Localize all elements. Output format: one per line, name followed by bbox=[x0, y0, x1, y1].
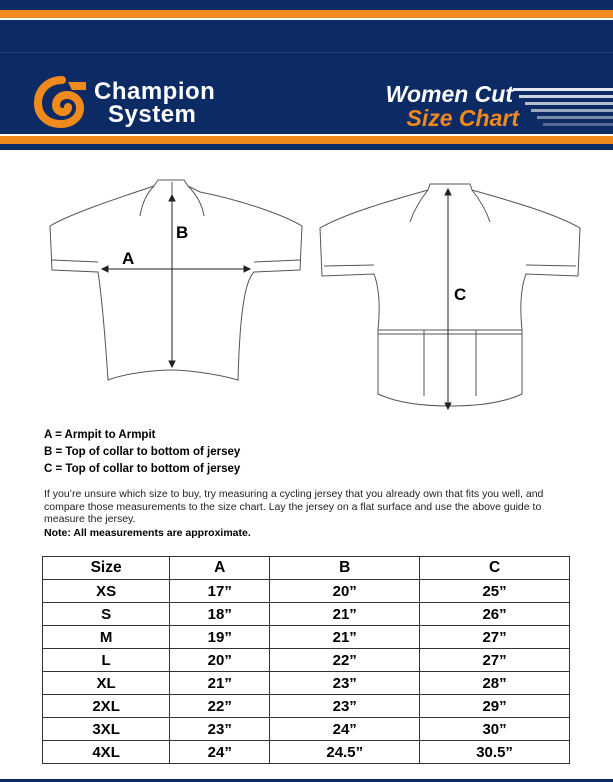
table-header-row bbox=[43, 557, 570, 580]
header-a: A bbox=[170, 557, 270, 580]
page-title bbox=[385, 81, 519, 131]
label-b: B bbox=[176, 223, 189, 242]
header-divider-line bbox=[0, 52, 613, 53]
table-row bbox=[43, 718, 570, 741]
front-jersey-outline bbox=[50, 180, 302, 380]
cell-size: L bbox=[43, 649, 170, 672]
speed-lines-decoration bbox=[513, 86, 613, 132]
label-a: A bbox=[122, 249, 135, 268]
cell-b: 24.5” bbox=[270, 741, 420, 764]
table-row bbox=[43, 672, 570, 695]
title-line-2: Size Chart bbox=[406, 105, 519, 131]
table-row bbox=[43, 580, 570, 603]
cell-a: 23” bbox=[170, 718, 270, 741]
cell-a: 20” bbox=[170, 649, 270, 672]
cell-c: 30.5” bbox=[420, 741, 570, 764]
cell-a: 21” bbox=[170, 672, 270, 695]
size-chart-table bbox=[42, 556, 570, 764]
title-line-1: Women Cut bbox=[385, 81, 513, 107]
header-top-stripe-orange bbox=[0, 10, 613, 18]
cell-b: 21” bbox=[270, 626, 420, 649]
sizing-note bbox=[44, 488, 584, 539]
cell-c: 28” bbox=[420, 672, 570, 695]
cell-c: 27” bbox=[420, 626, 570, 649]
cell-a: 19” bbox=[170, 626, 270, 649]
brand-name bbox=[94, 80, 215, 126]
jersey-diagrams bbox=[0, 170, 613, 420]
cell-size: 2XL bbox=[43, 695, 170, 718]
champion-logo-icon bbox=[34, 76, 90, 128]
measurement-legend bbox=[44, 427, 240, 478]
table-row bbox=[43, 603, 570, 626]
cell-a: 17” bbox=[170, 580, 270, 603]
header-top-stripe-white bbox=[0, 18, 613, 20]
cell-size: M bbox=[43, 626, 170, 649]
approximate-note: Note: All measurements are approximate. bbox=[44, 526, 251, 539]
cell-c: 26” bbox=[420, 603, 570, 626]
back-jersey-outline bbox=[320, 184, 580, 406]
cell-size: 3XL bbox=[43, 718, 170, 741]
table-row bbox=[43, 626, 570, 649]
legend-c: C = Top of collar to bottom of jersey bbox=[44, 463, 241, 475]
cell-size: XS bbox=[43, 580, 170, 603]
header-b: B bbox=[270, 557, 420, 580]
brand-line-2: System bbox=[108, 101, 197, 128]
label-c: C bbox=[454, 285, 467, 304]
cell-c: 29” bbox=[420, 695, 570, 718]
legend-b: B = Top of collar to bottom of jersey bbox=[44, 446, 241, 458]
table-row bbox=[43, 695, 570, 718]
brand-line-1: Champion bbox=[94, 78, 216, 105]
table-row bbox=[43, 649, 570, 672]
cell-b: 21” bbox=[270, 603, 420, 626]
cell-size: 4XL bbox=[43, 741, 170, 764]
table-row bbox=[43, 741, 570, 764]
cell-c: 25” bbox=[420, 580, 570, 603]
header-bottom-stripe-orange bbox=[0, 136, 613, 144]
sizing-note-text: If you’re unsure which size to buy, try measuring a cycling jersey that you already own that fits you well, and compare those measurements to the size chart. Lay the jersey on a flat surface and use the above guide to measure the jersey. bbox=[44, 488, 544, 525]
cell-size: XL bbox=[43, 672, 170, 695]
cell-b: 24” bbox=[270, 718, 420, 741]
cell-b: 23” bbox=[270, 695, 420, 718]
cell-b: 23” bbox=[270, 672, 420, 695]
cell-a: 22” bbox=[170, 695, 270, 718]
header-size: Size bbox=[43, 557, 170, 580]
cell-a: 24” bbox=[170, 741, 270, 764]
legend-a: A = Armpit to Armpit bbox=[44, 429, 156, 441]
cell-c: 30” bbox=[420, 718, 570, 741]
cell-c: 27” bbox=[420, 649, 570, 672]
cell-size: S bbox=[43, 603, 170, 626]
header-c: C bbox=[420, 557, 570, 580]
cell-a: 18” bbox=[170, 603, 270, 626]
cell-b: 20” bbox=[270, 580, 420, 603]
cell-b: 22” bbox=[270, 649, 420, 672]
header-banner bbox=[0, 0, 613, 150]
